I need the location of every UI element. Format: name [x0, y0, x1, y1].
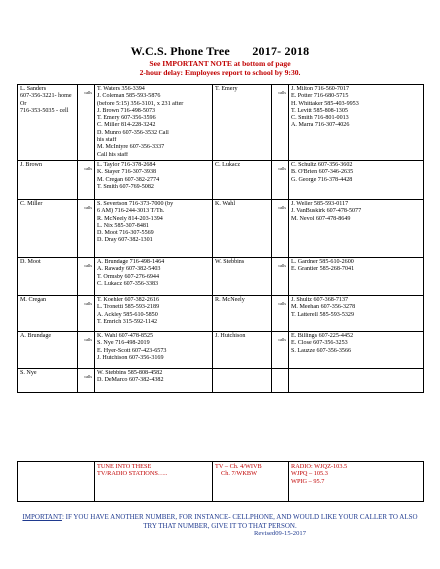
callee-list [95, 295, 213, 331]
callee-entry: M. Meehan 607-356-3278 [291, 304, 356, 311]
callee-entry: G. George 716-378-4428 [291, 176, 353, 183]
callee-entry: T. Emrich 315-592-1142 [97, 318, 158, 325]
caller-name: L. Sanders 607-356-3221- home Or 716-353-5035 - cell [18, 85, 78, 161]
calls-label-cell [78, 160, 95, 199]
callee-entry: B. O'Brien 607-346-2635 [291, 169, 354, 176]
callee-entry: D. Munro 607-356-3532 Call [97, 129, 169, 136]
callee-entry: C. Smith 716-801-0013 [291, 115, 349, 122]
stations-blank-cell [18, 462, 95, 502]
caller-name: R. McNeely [213, 295, 272, 331]
calls-label-cell [272, 257, 289, 295]
callee-list [95, 257, 213, 295]
callee-entry: J. Milton 716-560-7017 [291, 86, 350, 92]
callee-entry: T. Emery 607-356-3596 [97, 115, 156, 122]
caller-name: D. Moot [18, 257, 78, 295]
callee-entry: A. Ackley 585-610-5850 [97, 311, 158, 318]
callee-entry: J. Weller 585-593-0117 [291, 200, 349, 207]
callee-list [95, 331, 213, 368]
callee-entry: E. Billings 607-225-4452 [291, 332, 354, 339]
callee-entry: T. Smith 607-769-5082 [97, 183, 154, 190]
callee-entry: J. Shultz 607-368-7137 [291, 296, 349, 303]
calls-label-cell [272, 85, 289, 161]
callee-entry: D. DeMarco 607-382-4382 [97, 377, 164, 384]
caller-name: A. Brundage [18, 331, 78, 368]
callee-entry: E. Potter 716-680-5715 [291, 93, 349, 100]
phone-tree-row [18, 295, 424, 331]
callee-list [95, 85, 213, 161]
phone-tree-row [18, 257, 424, 295]
phone-tree-table [17, 84, 424, 393]
callee-entry: E. Grantier 585-268-7041 [291, 266, 355, 273]
calls-label: calls [84, 336, 92, 342]
callee-list [289, 295, 424, 331]
caller-name: T. Emery [213, 85, 272, 161]
page-title: W.C.S. Phone Tree 2017- 2018 [130, 44, 310, 58]
phone-tree-row [18, 368, 424, 392]
callee-entry: L. Nix 585-307-8481 [97, 222, 149, 229]
tv-stations: TV – Ch. 4/WIVB Ch. 7/WKBW [213, 462, 289, 502]
caller-name: W. Stebbins [213, 257, 272, 295]
caller-name: C. Miller [18, 199, 78, 257]
callee-entry: T. Latterell 585-593-5329 [291, 311, 355, 318]
calls-label-cell [78, 295, 95, 331]
callee-entry: A. Brundage 716-498-1464 [97, 258, 165, 265]
calls-label: calls [278, 90, 286, 95]
calls-label: calls [84, 373, 92, 379]
phone-tree-row [18, 199, 424, 257]
important-note [20, 513, 420, 530]
calls-label: calls [278, 300, 286, 306]
callee-entry: (before 5:15) 356-3101, x 231 after [97, 100, 184, 107]
callee-entry: T. Levitt 585-808-1305 [291, 107, 348, 114]
calls-label-cell [78, 257, 95, 295]
callee-entry: M. Cregan 607-382-2774 [97, 176, 160, 183]
caller-name: J. Brown [18, 160, 78, 199]
callee-list [289, 199, 424, 257]
calls-label: calls [84, 90, 92, 95]
calls-label-cell [272, 331, 289, 368]
callee-entry: C. Miller 814-228-3242 [97, 122, 156, 129]
stations-label: TUNE INTO THESE TV/RADIO STATIONS….. [95, 462, 213, 502]
callee-list [289, 331, 424, 368]
callee-entry: 6 AM) 716-244-3013 T/Th. [97, 208, 165, 215]
callee-entry: T. Ormsby 607-276-6944 [97, 273, 160, 280]
callee-entry: C. Lukacz 607-356-3383 [97, 280, 159, 287]
callee-entry: R. McNeely 814-203-1394 [97, 215, 163, 222]
callee-entry: H. Whittaker 585-403-9953 [291, 100, 359, 107]
callee-list [95, 199, 213, 257]
calls-label-cell [272, 199, 289, 257]
callee-entry: W. Stebbins 585-808-4582 [97, 369, 163, 376]
callee-list [289, 160, 424, 199]
callee-entry: L. Taylor 716-378-2684 [97, 161, 156, 168]
calls-label-cell [78, 199, 95, 257]
calls-label-cell [78, 85, 95, 161]
caller-name: K. Wahl [213, 199, 272, 257]
callee-list [289, 85, 424, 161]
calls-label-cell [78, 331, 95, 368]
callee-entry: J. VanBuskirk 607-478-5077 [291, 208, 362, 215]
callee-list [95, 368, 213, 392]
callee-entry: K. Stayer 716-307-3938 [97, 169, 157, 176]
callee-entry: J. Hutchison 607-356-3169 [97, 354, 164, 361]
callee-entry: S. Nye 716-498-2019 [97, 340, 150, 347]
delay-note: 2-hour delay: Employees report to school by 9:30. [139, 68, 301, 77]
calls-label: calls [84, 300, 92, 306]
callee-list [289, 368, 424, 392]
callee-entry: M. McIntyre 607-356-3337 [97, 144, 165, 151]
phone-tree-row [18, 331, 424, 368]
calls-label: calls [278, 204, 286, 210]
callee-entry: E. Close 607-356-3253 [291, 340, 348, 347]
callee-entry: T. Koehler 607-382-2616 [97, 296, 159, 303]
callee-entry: L. Tronetti 585-593-2189 [97, 304, 160, 311]
callee-entry: E. Hyer-Scott 607-423-6573 [97, 347, 167, 354]
callee-entry: his staff [97, 137, 117, 144]
important-label: IMPORTANT [22, 513, 62, 521]
callee-entry: D. Moot 716-307-5569 [97, 230, 154, 237]
callee-entry: A. Rawady 607-382-5403 [97, 266, 161, 273]
caller-name: J. Hutchison [213, 331, 272, 368]
revised-date: Revised09-15-2017 [253, 530, 306, 537]
calls-label-cell [272, 295, 289, 331]
caller-name: S. Nye [18, 368, 78, 392]
callee-entry: J. Coleman 585-593-5876 [97, 93, 161, 100]
callee-entry: T. Waters 356-3394 [97, 86, 145, 92]
calls-label-cell [272, 160, 289, 199]
callee-entry: A. Marra 716-307-4026 [291, 122, 350, 129]
calls-label: calls [84, 204, 92, 210]
important-text: : IF YOU HAVE ANOTHER NUMBER, FOR INSTANCE- CELLPHONE, AND WOULD LIKE YOUR CALLER TO ALSO TRY THAT NUMBER, GIVE IT TO THAT PERSON. [61, 513, 418, 530]
calls-label-cell [78, 368, 95, 392]
callee-list [289, 257, 424, 295]
caller-name: M. Cregan [18, 295, 78, 331]
caller-name: C. Lukacz [213, 160, 272, 199]
callee-entry: L. Gardner 585-610-2600 [291, 258, 354, 265]
callee-entry: D. Dray 607-382-1301 [97, 237, 153, 244]
calls-label: calls [84, 262, 92, 268]
callee-entry: M. Nevol 607-478-8649 [291, 215, 351, 222]
callee-entry: Call his staff [97, 151, 129, 158]
radio-stations: RADIO: WJQZ-103.5 WJPQ – 105.3 WPIG – 95.7 [289, 462, 424, 502]
caller-name [213, 368, 272, 392]
calls-label: calls [278, 262, 286, 268]
phone-tree-row [18, 160, 424, 199]
calls-label: calls [84, 165, 92, 171]
calls-label: calls [278, 336, 286, 342]
callee-entry: J. Brown 716-498-5073 [97, 107, 156, 114]
calls-label: calls [278, 165, 286, 171]
important-note-pointer: See IMPORTANT NOTE at bottom of page [149, 59, 291, 68]
stations-table [17, 461, 424, 502]
calls-label-cell [272, 368, 289, 392]
callee-entry: C. Schultz 607-356-3602 [291, 161, 353, 168]
callee-entry: S. Lauzze 607-356-3566 [291, 347, 352, 354]
callee-entry: S. Severtson 716-373-7000 (by [97, 200, 174, 207]
phone-tree-row [18, 85, 424, 161]
callee-entry: K. Wahl 607-478-8525 [97, 332, 154, 339]
callee-list [95, 160, 213, 199]
